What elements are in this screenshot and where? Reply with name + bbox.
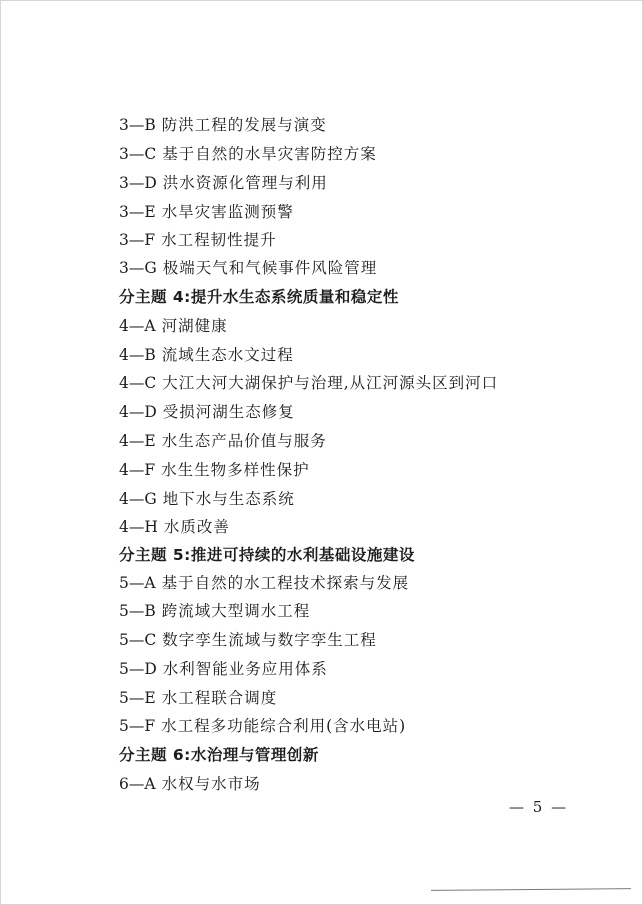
item-code: 4—F [119, 461, 156, 479]
list-item [119, 688, 277, 708]
list-item [119, 345, 294, 365]
scan-edge-line [431, 888, 631, 891]
list-item [119, 230, 277, 250]
item-code: 4—G [119, 490, 157, 508]
item-text: 水生态产品价值与服务 [161, 432, 327, 450]
item-text: 基于自然的水工程技术探索与发展 [161, 574, 410, 592]
item-text: 水权与水市场 [161, 775, 261, 793]
item-code: 4—C [119, 374, 157, 392]
subtopic-heading: 分主题 6:水治理与管理创新 [119, 746, 319, 764]
item-code: 3—F [119, 231, 156, 249]
item-text: 水质改善 [163, 518, 230, 536]
item-code: 3—C [119, 145, 157, 163]
item-code: 3—G [119, 259, 157, 277]
item-text: 基于自然的水旱灾害防控方案 [162, 145, 377, 163]
list-item [119, 431, 327, 451]
item-code: 5—C [119, 631, 157, 649]
item-code: 5—D [119, 660, 157, 678]
item-code: 3—E [119, 203, 156, 221]
list-item [119, 659, 328, 679]
list-item [119, 258, 377, 278]
item-text: 受损河湖生态修复 [162, 403, 295, 421]
item-text: 极端天气和气候事件风险管理 [162, 259, 378, 277]
item-text: 大江大河大湖保护与治理,从江河源头区到河口 [162, 374, 499, 392]
list-item [119, 573, 409, 593]
item-text: 河湖健康 [161, 317, 228, 335]
item-text: 水工程韧性提升 [161, 231, 277, 249]
item-code: 4—A [119, 317, 156, 335]
item-text: 水利智能业务应用体系 [162, 660, 328, 678]
item-text: 流域生态水文过程 [161, 346, 294, 364]
item-text: 水生生物多样性保护 [161, 461, 310, 479]
list-item [119, 601, 310, 621]
item-code: 4—E [119, 432, 156, 450]
item-code: 3—D [119, 174, 157, 192]
item-text: 地下水与生态系统 [162, 490, 295, 508]
list-item [119, 517, 230, 537]
list-item [119, 489, 295, 509]
item-text: 数字孪生流域与数字孪生工程 [162, 631, 377, 649]
list-item [119, 774, 261, 794]
item-code: 5—A [119, 574, 156, 592]
list-item [119, 460, 310, 480]
page-number: — 5 — [509, 798, 569, 816]
item-code: 5—E [119, 689, 156, 707]
item-text: 水工程多功能综合利用(含水电站) [161, 717, 407, 735]
list-item [119, 202, 294, 222]
item-code: 5—B [119, 602, 156, 620]
list-item [119, 115, 327, 135]
list-item [119, 144, 377, 164]
list-item [119, 173, 328, 193]
list-item [119, 402, 295, 422]
item-code: 6—A [119, 775, 156, 793]
item-text: 水旱灾害监测预警 [161, 203, 294, 221]
item-text: 跨流域大型调水工程 [161, 602, 311, 620]
list-item [119, 716, 406, 736]
item-code: 4—H [119, 518, 158, 536]
item-text: 防洪工程的发展与演变 [161, 116, 327, 134]
list-item [119, 373, 498, 393]
list-item [119, 630, 377, 650]
subtopic-heading: 分主题 4:提升水生态系统质量和稳定性 [119, 288, 399, 306]
item-code: 5—F [119, 717, 156, 735]
item-code: 3—B [119, 116, 156, 134]
item-code: 4—D [119, 403, 157, 421]
list-item [119, 316, 228, 336]
item-text: 洪水资源化管理与利用 [162, 174, 328, 192]
item-code: 4—B [119, 346, 156, 364]
subtopic-heading: 分主题 5:推进可持续的水利基础设施建设 [119, 546, 415, 564]
item-text: 水工程联合调度 [161, 689, 278, 707]
